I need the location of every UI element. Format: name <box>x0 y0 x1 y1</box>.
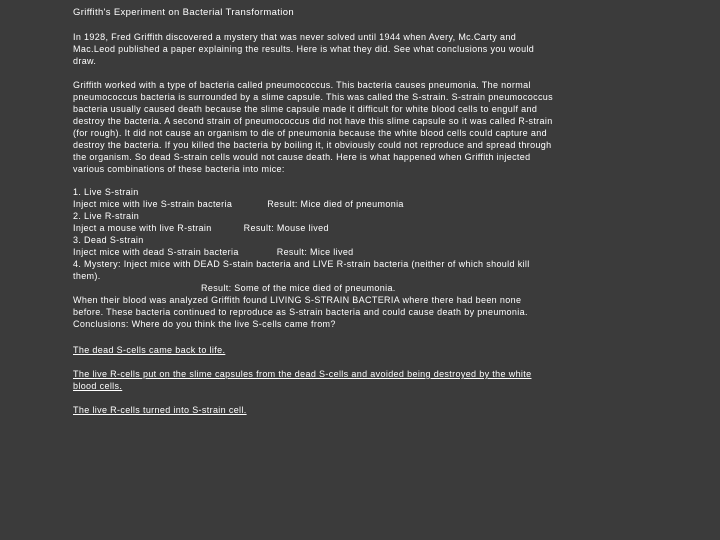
experiment-1-row <box>73 198 553 210</box>
experiment-3-description: Inject mice with dead S-strain bacteria <box>73 247 239 257</box>
experiment-list <box>73 186 553 330</box>
experiment-3-result: Result: Mice lived <box>276 247 354 257</box>
answer-option-1[interactable]: The dead S-cells came back to life. <box>73 345 226 355</box>
experiment-2-description: Inject a mouse with live R-strain <box>73 223 212 233</box>
experiment-1-heading: 1. Live S-strain <box>73 187 139 197</box>
experiment-2-result: Result: Mouse lived <box>243 223 329 233</box>
answer-option-2[interactable]: The live R-cells put on the slime capsules from the dead S-cells and avoided being destroyed by the white blood cells. <box>73 369 532 391</box>
answer-option-3[interactable]: The live R-cells turned into S-strain cell. <box>73 405 247 415</box>
experiment-3-heading: 3. Dead S-strain <box>73 235 144 245</box>
page-title: Griffith's Experiment on Bacterial Transformation <box>73 7 295 18</box>
experiment-1-description: Inject mice with live S-strain bacteria <box>73 199 233 209</box>
experiment-2-heading: 2. Live R-strain <box>73 211 140 221</box>
experiment-4-heading: 4. Mystery: Inject mice with DEAD S-stain bacteria and LIVE R-strain bacteria (neither of which should kill them). <box>73 259 530 281</box>
observation-text: When their blood was analyzed Griffith found LIVING S-STRAIN BACTERIA where there had been none before. These bacteria continued to reproduce as S-strain bacteria and could cause death by pneumonia. <box>73 295 528 317</box>
experiment-1-result: Result: Mice died of pneumonia <box>267 199 404 209</box>
background-paragraph: Griffith worked with a type of bacteria called pneumococcus. This bacteria causes pneumonia. The normal pneumococcus bacteria is surrounded by a slime capsule. This was called the S-strain. S-strain pneumococcus bacteria usually caused death because the slime capsule made it difficult for white blood cells to engulf and destroy the bacteria. A second strain of pneumococcus did not have this slime capsule so it was called R-strain (for rough). It did not cause an organism to die of pneumonia because the white blood cells could capture and destroy the bacteria. If you killed the bacteria by boiling it, it obviously could not reproduce and spread through the organism. So dead S-strain cells would not cause death. Here is what happened when Griffith injected various combinations of these bacteria into mice: <box>73 80 553 174</box>
experiment-2-row <box>73 222 553 234</box>
experiment-4-result: Result: Some of the mice died of pneumonia. <box>201 283 396 293</box>
conclusion-question: Conclusions: Where do you think the live S-cells came from? <box>73 319 336 329</box>
experiment-3-row <box>73 246 553 258</box>
intro-paragraph: In 1928, Fred Griffith discovered a mystery that was never solved until 1944 when Avery, Mc.Carty and Mac.Leod published a paper explaining the results. Here is what they did. See what conclusions you would draw. <box>73 32 535 66</box>
